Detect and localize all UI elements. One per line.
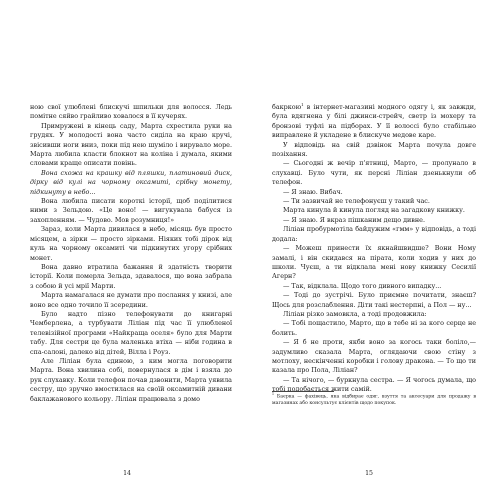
paragraph <box>30 291 232 310</box>
text-run: — Так, відклала. Щодо того дивного випадку... <box>283 281 442 290</box>
paragraph <box>272 338 476 376</box>
text-run: Зараз, коли Марта дивилася в небо, місяць був просто місяцем, а зірки — просто зірками. Ніяких тобі дірок від куль на чорному оксамиті чи підкинутих угору срібних монет. <box>30 225 232 262</box>
paragraph <box>272 141 476 160</box>
paragraph <box>272 310 476 319</box>
left-page-text <box>30 103 232 404</box>
paragraph <box>30 357 232 404</box>
text-run: в інтернет-магазині модного одягу і, як завжди, була вдягнена у білі джинси-стрейч, светр із мохеру та бронзові туфлі на підборах. У її волоссі було стабільно виправлене й укладене в блискуче медове каре. <box>272 103 476 140</box>
text-run: Але Ліліан була єдиною, з ким могла поговорити Марта. Вона хвилина собі, повернулася в дім і взяла до рук слухавку. Коли телефон почав дзвонити, Марта уявила сестру, що зручно вмостилася на своїй оксамитній дивани баклажанового кольору. Ліліан працювала з домо <box>30 356 232 403</box>
footnote-rule <box>272 391 334 392</box>
text-run: — Я б не проти, якби воно за когось таки боліло,— задумливо сказала Марта, оглядаючи свою стіну з мотлоху, нескінченні коробки і голову дракона. — То що ти казала про Пола, Ліліан? <box>272 338 476 375</box>
text-run: Вона схожа на крашку від пляшки, платиновий диск, дірку від кулі на чорному оксамиті, срібну монету, підкинуту в небо... <box>30 168 232 196</box>
text-run: Ліліан пробурмотіла байдужим «гмм» у відповідь, а тоді додала: <box>272 225 476 243</box>
paragraph <box>272 319 476 338</box>
paragraph <box>272 244 476 282</box>
paragraph <box>272 103 476 141</box>
right-page-text <box>272 103 476 395</box>
paragraph <box>272 216 476 225</box>
paragraph <box>272 225 476 244</box>
paragraph <box>272 188 476 197</box>
paragraph <box>30 263 232 291</box>
paragraph <box>30 197 232 225</box>
right-page <box>250 0 500 500</box>
text-run: — Я знаю. Вибач. <box>283 187 343 196</box>
paragraph <box>30 169 232 197</box>
text-run: Марта кинула й кинула погляд на загадкову книжку. <box>283 206 465 215</box>
text-run: Ліліан різко замовкла, а тоді продовжила: <box>283 309 427 318</box>
footnote-ref: 1 <box>301 101 304 107</box>
text-run: Марта намагалася не думати про послання у книзі, але воно все одно точило її зсередини. <box>30 291 232 309</box>
text-run: Було надто пізно телефонувати до книгарні Чемберлена, а турбувати Ліліан під час її улюбленої телевізійної програми «Найкраща оселя» було для Марти табу. Для сестри це була маленька втіха — ніби година в спа-салоні, далеко від дітей, Вілла і Роуз. <box>30 309 232 356</box>
text-run: Примружені в кінець саду, Марта схрестила руки на грудях. У молодості вона часто сиділа на краю кручі, звісивши ноги вниз, поки під нею шуміло і вирувало море. Марта любила класти блокнот на коліна і думала, якими словами краще описати повінь. <box>30 121 232 168</box>
paragraph <box>272 206 476 215</box>
text-run: — Я знаю. Я вкраз пішканим дещо дивне. <box>283 215 425 224</box>
text-run: — Можеш принести їх якнайшвидше? Вони Ному замалі, і він скидався на пірата, коли ходив у них до школи. Чуєш, а ти відклала мені нову книжку Сесилії Агерн? <box>272 244 476 281</box>
paragraph <box>272 159 476 187</box>
text-run: Вона любила писати короткі історії, щоб поділитися ними з Зельдою. «Це воно! — вигукувала бабуся із захопленням. — Чудово. Мов розумниця!» <box>30 197 232 224</box>
paragraph <box>272 282 476 291</box>
text-run: — Та нічого, — буркнула сестра. — Я чогось думала, що тобі подобається жити самій. <box>272 375 476 394</box>
paragraph <box>272 197 476 206</box>
paragraph <box>272 291 476 310</box>
paragraph <box>30 122 232 169</box>
footnote <box>272 394 476 407</box>
paragraph <box>30 310 232 357</box>
text-run: Вона давно втратила бажання й здатність творити історії. Коли померла Зельда, здавалося, що вона забрала з собою й усі мрії Марти. <box>30 262 232 290</box>
text-run: — Сьогодні ж вечір п'ятниці, Марто, — пролунало в слухавці. Було чути, як персні Ліліан дзенькнули об телефон. <box>272 159 476 187</box>
page-number-right: 15 <box>365 470 373 477</box>
text-run: бакркою <box>272 103 302 111</box>
text-run: — Ти зазвичай не телефонуєш у такий час. <box>283 197 430 206</box>
text-run: — Тобі пощастило, Марто, що в тебе ні за кого серце не болить. <box>272 319 476 337</box>
text-run: ною свої улюблені блискучі шпильки для волосся. Ледь помітне сяйво грайливо ховалося в її кучерях. <box>30 103 232 121</box>
text-run: — Тоді до зустрічі. Було приємне почитати, знаєш? Щось для розслаблення. Діти такі нестерпні, а Пол — ну... <box>272 291 476 309</box>
page-number-left: 14 <box>123 470 131 477</box>
paragraph <box>30 103 232 122</box>
paragraph <box>30 225 232 263</box>
footnote-marker: 1 <box>272 392 275 396</box>
text-run: У відповідь на свій дзвінок Марта почула довге позіхання. <box>272 140 476 159</box>
footnote-text: Баєрка — фахівець, яка відбирає одяг, взуття та аксесуари для продажу в магазинах або консультує клієнтів щодо покупок. <box>272 394 476 406</box>
